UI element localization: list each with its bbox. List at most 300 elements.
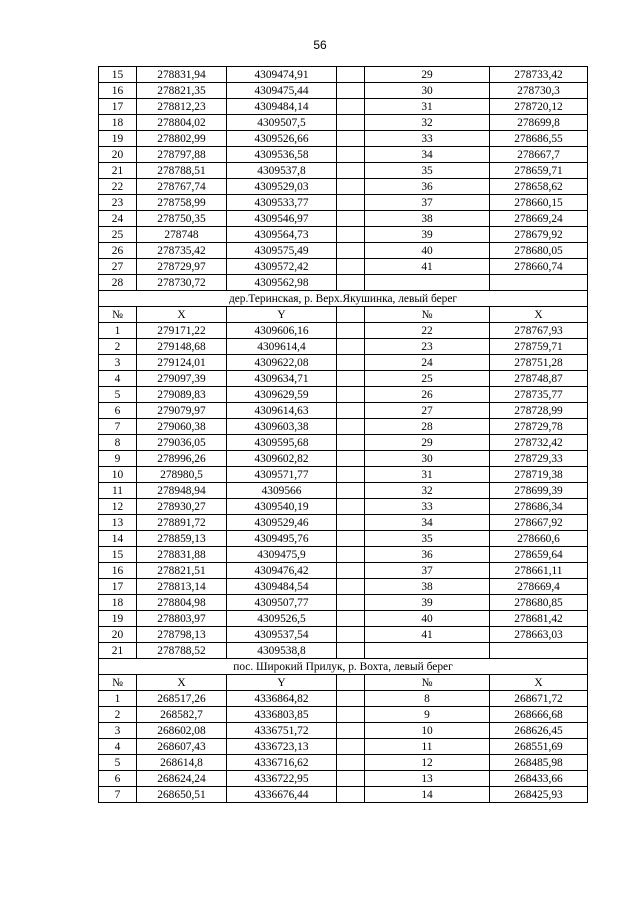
table-row (99, 355, 588, 371)
coordinates-table (98, 66, 588, 803)
x-coordinate: 278728,99 (490, 403, 588, 419)
x-coordinate: 278658,62 (490, 179, 588, 195)
section-title: дер.Теринская, р. Верх.Якушинка, левый берег (99, 291, 588, 307)
table-row (99, 611, 588, 627)
y-coordinate: 4309614,4 (227, 339, 337, 355)
x-coordinate: 268582,7 (137, 707, 227, 723)
point-number: 15 (99, 547, 137, 563)
x-coordinate: 268607,43 (137, 739, 227, 755)
section-title-row (99, 291, 588, 307)
x-coordinate: 278669,4 (490, 579, 588, 595)
spacer (337, 531, 365, 547)
x-coordinate: 278686,55 (490, 131, 588, 147)
y-coordinate: 4336751,72 (227, 723, 337, 739)
point-number: 5 (99, 755, 137, 771)
point-number: 30 (365, 451, 490, 467)
spacer (337, 227, 365, 243)
x-coordinate: 278813,14 (137, 579, 227, 595)
y-coordinate: 4309536,58 (227, 147, 337, 163)
spacer (337, 515, 365, 531)
point-number: № (365, 675, 490, 691)
point-number: 27 (365, 403, 490, 419)
x-coordinate: 278996,26 (137, 451, 227, 467)
spacer (337, 243, 365, 259)
table-row (99, 563, 588, 579)
x-coordinate: 278802,99 (137, 131, 227, 147)
point-number: 33 (365, 131, 490, 147)
x-coordinate: 278804,98 (137, 595, 227, 611)
spacer (337, 627, 365, 643)
point-number: 25 (99, 227, 137, 243)
point-number: 20 (99, 147, 137, 163)
table-row (99, 643, 588, 659)
spacer (337, 435, 365, 451)
table-row (99, 83, 588, 99)
table-row (99, 723, 588, 739)
y-coordinate: 4309564,73 (227, 227, 337, 243)
spacer (337, 83, 365, 99)
x-coordinate: 268626,45 (490, 723, 588, 739)
x-coordinate: 278661,11 (490, 563, 588, 579)
point-number: 1 (99, 691, 137, 707)
point-number: 37 (365, 195, 490, 211)
spacer (337, 499, 365, 515)
x-coordinate: 278948,94 (137, 483, 227, 499)
point-number: № (99, 675, 137, 691)
x-coordinate: 278669,24 (490, 211, 588, 227)
x-coordinate: 278751,28 (490, 355, 588, 371)
spacer (337, 163, 365, 179)
point-number: № (99, 307, 137, 323)
point-number: 16 (99, 83, 137, 99)
point-number: 26 (99, 243, 137, 259)
x-coordinate: 279097,39 (137, 371, 227, 387)
point-number: 40 (365, 611, 490, 627)
point-number: 11 (365, 739, 490, 755)
x-coordinate: 278767,74 (137, 179, 227, 195)
table-row (99, 163, 588, 179)
point-number: 31 (365, 99, 490, 115)
spacer (337, 547, 365, 563)
point-number: 40 (365, 243, 490, 259)
x-coordinate: 278719,38 (490, 467, 588, 483)
y-coordinate: 4336722,95 (227, 771, 337, 787)
x-coordinate: 278750,35 (137, 211, 227, 227)
point-number: 16 (99, 563, 137, 579)
point-number: 38 (365, 211, 490, 227)
x-coordinate: X (137, 675, 227, 691)
y-coordinate: 4309566 (227, 483, 337, 499)
table-row (99, 787, 588, 803)
point-number: 4 (99, 371, 137, 387)
x-coordinate: 278804,02 (137, 115, 227, 131)
x-coordinate: 278659,64 (490, 547, 588, 563)
point-number: 17 (99, 99, 137, 115)
table-row (99, 339, 588, 355)
table-row (99, 243, 588, 259)
point-number: 29 (365, 435, 490, 451)
section-title-row (99, 659, 588, 675)
point-number: 39 (365, 227, 490, 243)
point-number: 24 (365, 355, 490, 371)
point-number: 35 (365, 531, 490, 547)
table-row (99, 419, 588, 435)
point-number: 7 (99, 787, 137, 803)
y-coordinate: 4309538,8 (227, 643, 337, 659)
spacer (337, 67, 365, 83)
table-row (99, 739, 588, 755)
table-row (99, 275, 588, 291)
x-coordinate: X (137, 307, 227, 323)
x-coordinate: 278679,92 (490, 227, 588, 243)
y-coordinate: 4309634,71 (227, 371, 337, 387)
x-coordinate: 278729,78 (490, 419, 588, 435)
spacer (337, 579, 365, 595)
x-coordinate: 278720,12 (490, 99, 588, 115)
point-number: 3 (99, 355, 137, 371)
y-coordinate: 4309507,5 (227, 115, 337, 131)
table-row (99, 467, 588, 483)
y-coordinate: 4336716,62 (227, 755, 337, 771)
spacer (337, 451, 365, 467)
table-row (99, 323, 588, 339)
x-coordinate: 278831,88 (137, 547, 227, 563)
y-coordinate: 4309575,49 (227, 243, 337, 259)
spacer (337, 275, 365, 291)
point-number: 5 (99, 387, 137, 403)
spacer (337, 371, 365, 387)
x-coordinate: 278730,3 (490, 83, 588, 99)
x-coordinate: 279079,97 (137, 403, 227, 419)
spacer (337, 147, 365, 163)
y-coordinate: 4309537,8 (227, 163, 337, 179)
x-coordinate: 278821,51 (137, 563, 227, 579)
y-coordinate: 4309526,66 (227, 131, 337, 147)
y-coordinate: 4309622,08 (227, 355, 337, 371)
x-coordinate: 278680,85 (490, 595, 588, 611)
y-coordinate: 4309537,54 (227, 627, 337, 643)
table-row (99, 227, 588, 243)
point-number: 9 (365, 707, 490, 723)
point-number: 1 (99, 323, 137, 339)
point-number: 11 (99, 483, 137, 499)
point-number: 41 (365, 627, 490, 643)
y-coordinate: 4309571,77 (227, 467, 337, 483)
point-number: 26 (365, 387, 490, 403)
point-number: 12 (365, 755, 490, 771)
y-coordinate: 4336864,82 (227, 691, 337, 707)
table-row (99, 547, 588, 563)
spacer (337, 723, 365, 739)
x-coordinate: 268671,72 (490, 691, 588, 707)
point-number: 10 (365, 723, 490, 739)
table-row (99, 387, 588, 403)
point-number: 13 (99, 515, 137, 531)
x-coordinate: 278667,92 (490, 515, 588, 531)
x-coordinate: 268650,51 (137, 787, 227, 803)
point-number: 15 (99, 67, 137, 83)
point-number: 30 (365, 83, 490, 99)
point-number: 13 (365, 771, 490, 787)
x-coordinate: 279060,38 (137, 419, 227, 435)
page-number: 56 (313, 38, 327, 52)
x-coordinate: 278798,13 (137, 627, 227, 643)
spacer (337, 259, 365, 275)
spacer (337, 323, 365, 339)
point-number: 21 (99, 163, 137, 179)
table-row (99, 147, 588, 163)
point-number: 8 (99, 435, 137, 451)
point-number: 23 (365, 339, 490, 355)
y-coordinate: 4309529,46 (227, 515, 337, 531)
x-coordinate: 278699,39 (490, 483, 588, 499)
x-coordinate: 278788,51 (137, 163, 227, 179)
point-number: 27 (99, 259, 137, 275)
point-number (365, 275, 490, 291)
x-coordinate: 278797,88 (137, 147, 227, 163)
table-row (99, 179, 588, 195)
point-number: 31 (365, 467, 490, 483)
x-coordinate: 278730,72 (137, 275, 227, 291)
y-coordinate: 4309533,77 (227, 195, 337, 211)
x-coordinate: X (490, 307, 588, 323)
x-coordinate: 278859,13 (137, 531, 227, 547)
point-number: 34 (365, 147, 490, 163)
spacer (337, 339, 365, 355)
spacer (337, 691, 365, 707)
x-coordinate: 268624,24 (137, 771, 227, 787)
x-coordinate: 278788,52 (137, 643, 227, 659)
spacer (337, 595, 365, 611)
point-number: 9 (99, 451, 137, 467)
table-row (99, 403, 588, 419)
x-coordinate: 278660,74 (490, 259, 588, 275)
point-number: 4 (99, 739, 137, 755)
table-row (99, 195, 588, 211)
table-row (99, 67, 588, 83)
point-number: 32 (365, 483, 490, 499)
table-row (99, 499, 588, 515)
y-coordinate: 4309484,14 (227, 99, 337, 115)
point-number: 23 (99, 195, 137, 211)
x-coordinate: 278748,87 (490, 371, 588, 387)
x-coordinate: 279036,05 (137, 435, 227, 451)
y-coordinate: 4309507,77 (227, 595, 337, 611)
x-coordinate: 278733,42 (490, 67, 588, 83)
spacer (337, 643, 365, 659)
point-number: 19 (99, 611, 137, 627)
point-number: 29 (365, 67, 490, 83)
point-number: 19 (99, 131, 137, 147)
point-number: 6 (99, 403, 137, 419)
point-number: 12 (99, 499, 137, 515)
point-number: 24 (99, 211, 137, 227)
x-coordinate: 278729,33 (490, 451, 588, 467)
point-number: 32 (365, 115, 490, 131)
spacer (337, 563, 365, 579)
table-row (99, 691, 588, 707)
x-coordinate: 278680,05 (490, 243, 588, 259)
spacer (337, 675, 365, 691)
table-row (99, 707, 588, 723)
point-number: 8 (365, 691, 490, 707)
spacer (337, 755, 365, 771)
y-coordinate: 4309526,5 (227, 611, 337, 627)
point-number: 36 (365, 547, 490, 563)
y-coordinate: 4336803,85 (227, 707, 337, 723)
y-coordinate: 4309484,54 (227, 579, 337, 595)
table-header-row (99, 675, 588, 691)
spacer (337, 211, 365, 227)
x-coordinate: 278660,6 (490, 531, 588, 547)
x-coordinate: 268517,26 (137, 691, 227, 707)
spacer (337, 355, 365, 371)
coordinates-table-body (99, 67, 588, 803)
x-coordinate: 278759,71 (490, 339, 588, 355)
point-number: 2 (99, 339, 137, 355)
y-coordinate: 4309529,03 (227, 179, 337, 195)
point-number: 22 (99, 179, 137, 195)
spacer (337, 707, 365, 723)
table-row (99, 259, 588, 275)
point-number: 41 (365, 259, 490, 275)
spacer (337, 739, 365, 755)
point-number: 10 (99, 467, 137, 483)
x-coordinate: 278812,23 (137, 99, 227, 115)
x-coordinate: 278686,34 (490, 499, 588, 515)
table-row (99, 451, 588, 467)
spacer (337, 195, 365, 211)
y-coordinate: 4309540,19 (227, 499, 337, 515)
x-coordinate (490, 643, 588, 659)
x-coordinate: 278735,77 (490, 387, 588, 403)
section-title: пос. Широкий Прилук, р. Вохта, левый берег (99, 659, 588, 675)
spacer (337, 179, 365, 195)
x-coordinate: 278660,15 (490, 195, 588, 211)
table-row (99, 131, 588, 147)
table-header-row (99, 307, 588, 323)
x-coordinate: 279089,83 (137, 387, 227, 403)
table-row (99, 99, 588, 115)
table-row (99, 115, 588, 131)
table-row (99, 483, 588, 499)
x-coordinate: 268666,68 (490, 707, 588, 723)
point-number: 18 (99, 595, 137, 611)
y-coordinate: Y (227, 307, 337, 323)
table-row (99, 515, 588, 531)
x-coordinate: 278748 (137, 227, 227, 243)
x-coordinate: 278659,71 (490, 163, 588, 179)
x-coordinate: 278930,27 (137, 499, 227, 515)
point-number: 20 (99, 627, 137, 643)
x-coordinate: 268433,66 (490, 771, 588, 787)
point-number: 2 (99, 707, 137, 723)
point-number: 37 (365, 563, 490, 579)
y-coordinate: 4309606,16 (227, 323, 337, 339)
x-coordinate: 279148,68 (137, 339, 227, 355)
point-number: 36 (365, 179, 490, 195)
x-coordinate: 279171,22 (137, 323, 227, 339)
spacer (337, 611, 365, 627)
x-coordinate: 268485,98 (490, 755, 588, 771)
point-number: 17 (99, 579, 137, 595)
y-coordinate: 4309603,38 (227, 419, 337, 435)
spacer (337, 115, 365, 131)
point-number: 28 (365, 419, 490, 435)
x-coordinate: 279124,01 (137, 355, 227, 371)
spacer (337, 771, 365, 787)
table-row (99, 595, 588, 611)
point-number: 38 (365, 579, 490, 595)
y-coordinate: 4309546,97 (227, 211, 337, 227)
point-number: 18 (99, 115, 137, 131)
x-coordinate: 278667,7 (490, 147, 588, 163)
x-coordinate: 278821,35 (137, 83, 227, 99)
point-number: 34 (365, 515, 490, 531)
x-coordinate: X (490, 675, 588, 691)
spacer (337, 403, 365, 419)
spacer (337, 387, 365, 403)
table-row (99, 435, 588, 451)
y-coordinate: 4309476,42 (227, 563, 337, 579)
point-number: 3 (99, 723, 137, 739)
point-number: № (365, 307, 490, 323)
x-coordinate: 278663,03 (490, 627, 588, 643)
x-coordinate: 278699,8 (490, 115, 588, 131)
table-row (99, 771, 588, 787)
table-row (99, 531, 588, 547)
y-coordinate: 4309629,59 (227, 387, 337, 403)
point-number: 14 (99, 531, 137, 547)
table-row (99, 211, 588, 227)
x-coordinate: 278891,72 (137, 515, 227, 531)
x-coordinate: 278831,94 (137, 67, 227, 83)
x-coordinate: 268425,93 (490, 787, 588, 803)
spacer (337, 131, 365, 147)
x-coordinate: 278803,97 (137, 611, 227, 627)
table-row (99, 627, 588, 643)
point-number: 22 (365, 323, 490, 339)
table-row (99, 579, 588, 595)
y-coordinate: 4309595,68 (227, 435, 337, 451)
point-number: 7 (99, 419, 137, 435)
y-coordinate: 4309495,76 (227, 531, 337, 547)
x-coordinate (490, 275, 588, 291)
point-number (365, 643, 490, 659)
x-coordinate: 268614,8 (137, 755, 227, 771)
spacer (337, 419, 365, 435)
y-coordinate: 4309475,9 (227, 547, 337, 563)
y-coordinate: 4336723,13 (227, 739, 337, 755)
x-coordinate: 268551,69 (490, 739, 588, 755)
y-coordinate: 4336676,44 (227, 787, 337, 803)
point-number: 35 (365, 163, 490, 179)
table-row (99, 371, 588, 387)
x-coordinate: 278980,5 (137, 467, 227, 483)
y-coordinate: Y (227, 675, 337, 691)
spacer (337, 99, 365, 115)
y-coordinate: 4309474,91 (227, 67, 337, 83)
x-coordinate: 278767,93 (490, 323, 588, 339)
spacer (337, 483, 365, 499)
y-coordinate: 4309475,44 (227, 83, 337, 99)
x-coordinate: 278732,42 (490, 435, 588, 451)
spacer (337, 307, 365, 323)
x-coordinate: 278729,97 (137, 259, 227, 275)
y-coordinate: 4309602,82 (227, 451, 337, 467)
point-number: 28 (99, 275, 137, 291)
x-coordinate: 278681,42 (490, 611, 588, 627)
